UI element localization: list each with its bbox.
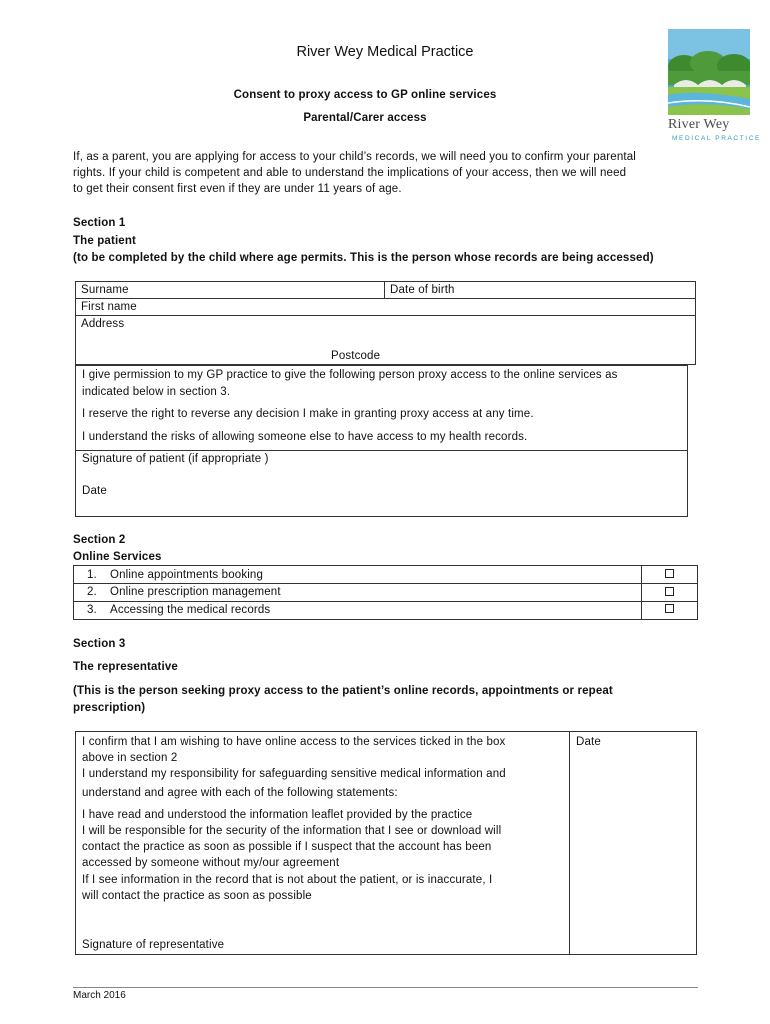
online-appointments-checkbox[interactable]: [665, 569, 674, 578]
first-name-label: First name: [81, 301, 137, 313]
service-medical-records: Accessing the medical records: [110, 604, 271, 616]
table-divider: [384, 281, 385, 298]
statement-line: contact the practice as soon as possible if I suspect that the account has been: [82, 841, 492, 853]
reserve-right-statement: I reserve the right to reverse any decision I make in granting proxy access at any time.: [82, 408, 534, 420]
section3-subheading: The representative: [73, 661, 178, 673]
section2-subheading: Online Services: [73, 551, 162, 563]
table-divider: [75, 298, 696, 299]
section1-subheading: The patient: [73, 235, 136, 247]
statement-line: I have read and understood the information leaflet provided by the practice: [82, 809, 473, 821]
service-number: 2.: [87, 586, 97, 598]
confirm-line: I confirm that I am wishing to have online access to the services ticked in the box: [82, 736, 506, 748]
intro-line: to get their consent first even if they are under 11 years of age.: [73, 183, 402, 195]
statement-line: accessed by someone without my/our agreement: [82, 857, 340, 869]
section3-instruction: (This is the person seeking proxy access to the patient’s online records, appointments or repeat: [73, 685, 613, 697]
confirm-line: understand and agree with each of the following statements:: [82, 787, 398, 799]
permission-line: I give permission to my GP practice to give the following person proxy access to the online services as: [82, 369, 618, 381]
logo-tagline: MEDICAL PRACTICE: [672, 135, 761, 142]
representative-signature-label: Signature of representative: [82, 939, 225, 951]
statement-line: I will be responsible for the security of the information that I see or download will: [82, 825, 502, 837]
confirm-line: above in section 2: [82, 752, 178, 764]
section1-heading: Section 1: [73, 217, 126, 229]
service-online-appointments: Online appointments booking: [110, 569, 264, 581]
surname-label: Surname: [81, 284, 129, 296]
medical-records-checkbox[interactable]: [665, 604, 674, 613]
service-online-prescriptions: Online prescription management: [110, 586, 281, 598]
dob-label: Date of birth: [390, 284, 455, 296]
practice-name: River Wey Medical Practice: [296, 44, 474, 60]
online-prescriptions-checkbox[interactable]: [665, 587, 674, 596]
section3-instruction: prescription): [73, 702, 146, 714]
patient-date-label: Date: [82, 485, 107, 497]
patient-signature-label: Signature of patient (if appropriate ): [82, 453, 269, 465]
form-subtitle: Parental/Carer access: [303, 112, 427, 124]
footer-date: March 2016: [73, 990, 126, 1001]
permission-line: indicated below in section 3.: [82, 386, 231, 398]
confirm-line: I understand my responsibility for safeguarding sensitive medical information and: [82, 768, 506, 780]
understand-risks-statement: I understand the risks of allowing someone else to have access to my health records.: [82, 431, 528, 443]
statement-line: If I see information in the record that is not about the patient, or is inaccurate, I: [82, 874, 493, 886]
service-number: 3.: [87, 604, 97, 616]
section3-heading: Section 3: [73, 638, 126, 650]
address-label: Address: [81, 318, 125, 330]
river-wey-logo: [668, 29, 750, 115]
service-number: 1.: [87, 569, 97, 581]
intro-line: If, as a parent, you are applying for access to your child’s records, we will need you to confirm your parental: [73, 151, 636, 163]
form-title: Consent to proxy access to GP online services: [233, 89, 497, 101]
section2-heading: Section 2: [73, 534, 126, 546]
intro-line: rights. If your child is competent and able to understand the implications of your access, then we will need: [73, 167, 627, 179]
patient-details-table: [75, 281, 696, 365]
statement-line: will contact the practice as soon as possible: [82, 890, 312, 902]
section1-instruction: (to be completed by the child where age permits. This is the person whose records are being accessed): [73, 252, 654, 264]
box-divider: [569, 731, 570, 955]
table-divider: [75, 315, 696, 316]
postcode-label: Postcode: [331, 350, 381, 362]
representative-date-label: Date: [576, 736, 601, 748]
table-divider: [641, 565, 642, 620]
logo-name: River Wey: [668, 117, 730, 132]
footer-rule: [73, 987, 698, 988]
